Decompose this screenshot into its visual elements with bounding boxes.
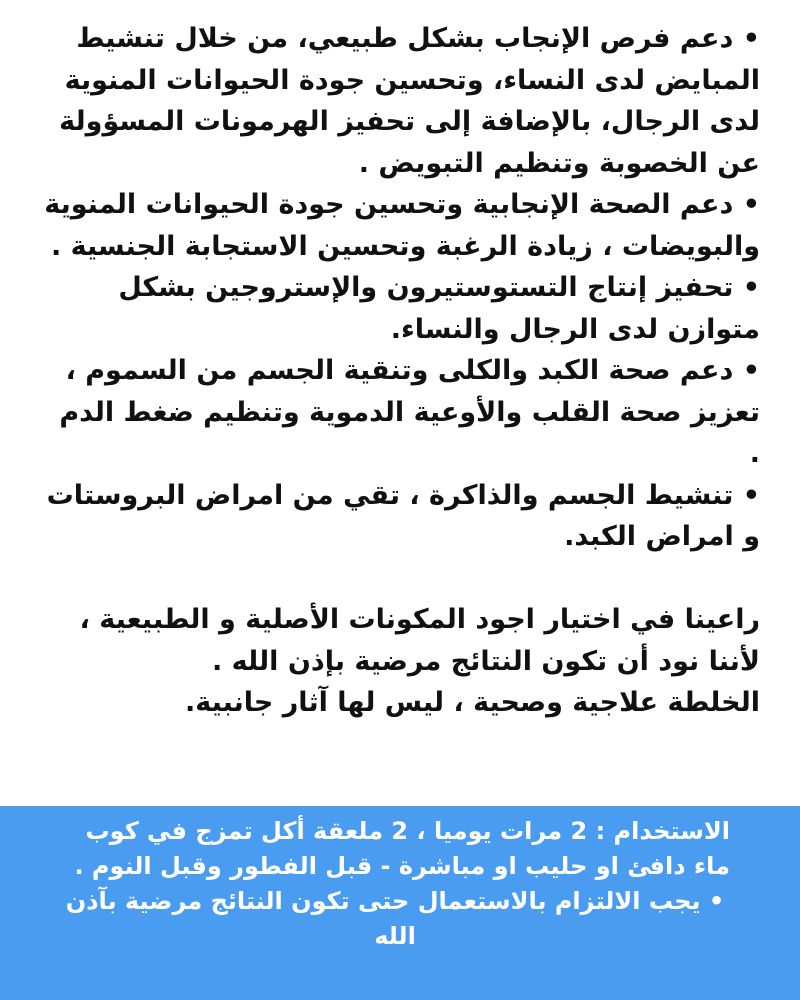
usage-instructions: الاستخدام : 2 مرات يوميا ، 2 ملعقة أكل تمزج في كوب ماء دافئ او حليب او مباشرة - قبل الفطور وقبل النوم .: [74, 817, 730, 880]
benefit-item-fertility: • دعم فرص الإنجاب بشكل طبيعي، من خلال تنشيط المبايض لدى النساء، وتحسين جودة الحيوانات المنوية لدى الرجال، بالإضافة إلى تحفيز الهرمونات المسؤولة عن الخصوبة وتنظيم التبويض .: [59, 23, 760, 179]
usage-text-block: [60, 814, 730, 954]
benefit-item-liver-kidney: • دعم صحة الكبد والكلى وتنقية الجسم من السموم ، تعزيز صحة القلب والأوعية الدموية وتنظيم ضغط الدم .: [59, 355, 760, 469]
closing-line-no-side-effects: الخلطة علاجية وصحية ، ليس لها آثار جانبية.: [184, 687, 760, 718]
usage-panel: [0, 806, 800, 1000]
benefit-item-energy-memory: • تنشيط الجسم والذاكرة ، تقي من امراض البروستات و امراض الكبد.: [46, 479, 760, 552]
benefit-item-hormones: • تحفيز إنتاج التستوستيرون والإستروجين بشكل متوازن لدى الرجال والنساء.: [118, 272, 760, 345]
closing-line-results: لأننا نود أن تكون النتائج مرضية بإذن الله .: [211, 645, 760, 677]
usage-commitment-note: • يجب الالتزام بالاستعمال حتى تكون النتائج مرضية بآذن الله: [65, 887, 725, 950]
benefits-section: [40, 18, 760, 724]
closing-line-ingredients: راعينا في اختيار اجود المكونات الأصلية و الطبيعية ،: [79, 604, 760, 635]
benefit-item-reproductive-health: • دعم الصحة الإنجابية وتحسين جودة الحيوانات المنوية والبويضات ، زيادة الرغبة وتحسين الاستجابة الجنسية .: [44, 189, 760, 262]
section-spacer: [40, 558, 760, 600]
